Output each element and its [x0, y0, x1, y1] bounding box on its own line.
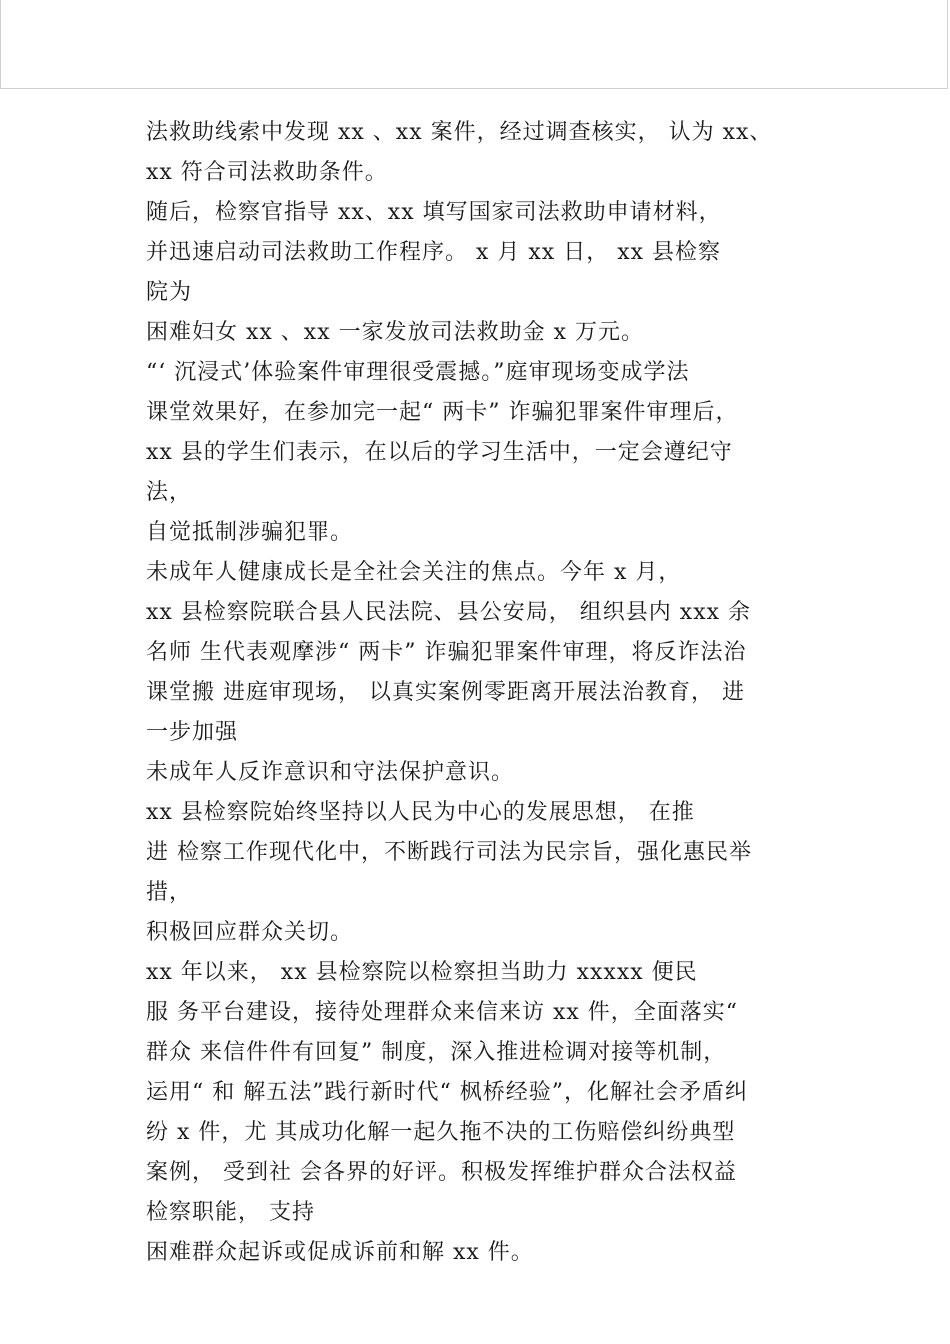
text-line: 课堂效果好，在参加完一起“ 两卡” 诈骗犯罪案件审理后，	[146, 400, 739, 425]
text-line: 并迅速启动司法救助工作程序。 x 月 xx 日， xx 县检察	[146, 240, 721, 265]
text-line: 案例， 受到社 会各界的好评。积极发挥维护群众合法权益	[146, 1160, 737, 1185]
text-line: 自觉抵制涉骗犯罪。	[146, 520, 354, 545]
text-line: 群众 来信件件有回复” 制度，深入推进检调对接等机制，	[146, 1040, 727, 1065]
text-line: xx 符合司法救助条件。	[146, 160, 388, 185]
text-line: 名师 生代表观摩涉“ 两卡” 诈骗犯罪案件审理，将反诈法治	[146, 640, 747, 665]
text-line: xx 年以来， xx 县检察院以检察担当助力 xxxxx 便民	[146, 960, 698, 985]
text-line: 积极回应群众关切。	[146, 920, 354, 945]
text-line: xx 县的学生们表示，在以后的学习生活中，一定会遵纪守	[146, 440, 733, 465]
text-line: 一步加强	[146, 720, 239, 745]
text-line: 法救助线索中发现 xx 、xx 案件，经过调查核实， 认为 xx、	[146, 120, 773, 145]
text-line: 措，	[146, 880, 193, 905]
text-line: 纷 x 件，尤 其成功化解一起久拖不决的工伤赔偿纠纷典型	[146, 1120, 736, 1145]
page-header-area	[0, 0, 948, 89]
text-line: 未成年人健康成长是全社会关注的焦点。今年 x 月，	[146, 560, 682, 585]
text-line: 检察职能， 支持	[146, 1200, 315, 1225]
text-line: 法，	[146, 480, 193, 505]
text-line: 服 务平台建设，接待处理群众来信来访 xx 件，全面落实“	[146, 1000, 739, 1025]
text-line: 未成年人反诈意识和守法保护意识。	[146, 760, 515, 785]
document-body	[146, 120, 826, 1280]
text-line: 随后，检察官指导 xx、xx 填写国家司法救助申请材料，	[146, 200, 722, 225]
text-line: xx 县检察院始终坚持以人民为中心的发展思想， 在推	[146, 800, 695, 825]
text-line: “‘ 沉浸式’体验案件审理很受震撼。”庭审现场变成学法	[146, 360, 690, 385]
text-line: 困难妇女 xx 、xx 一家发放司法救助金 x 万元。	[146, 320, 645, 345]
text-line: 困难群众起诉或促成诉前和解 xx 件。	[146, 1240, 534, 1265]
text-line: 院为	[146, 280, 193, 305]
text-line: 课堂搬 进庭审现场， 以真实案例零距离开展法治教育， 进	[146, 680, 745, 705]
text-line: 进 检察工作现代化中，不断践行司法为民宗旨，强化惠民举	[146, 840, 752, 865]
text-line: xx 县检察院联合县人民法院、县公安局， 组织县内 xxx 余	[146, 600, 752, 625]
text-line: 运用“ 和 解五法”践行新时代“ 枫桥经验”，化解社会矛盾纠	[146, 1080, 748, 1105]
